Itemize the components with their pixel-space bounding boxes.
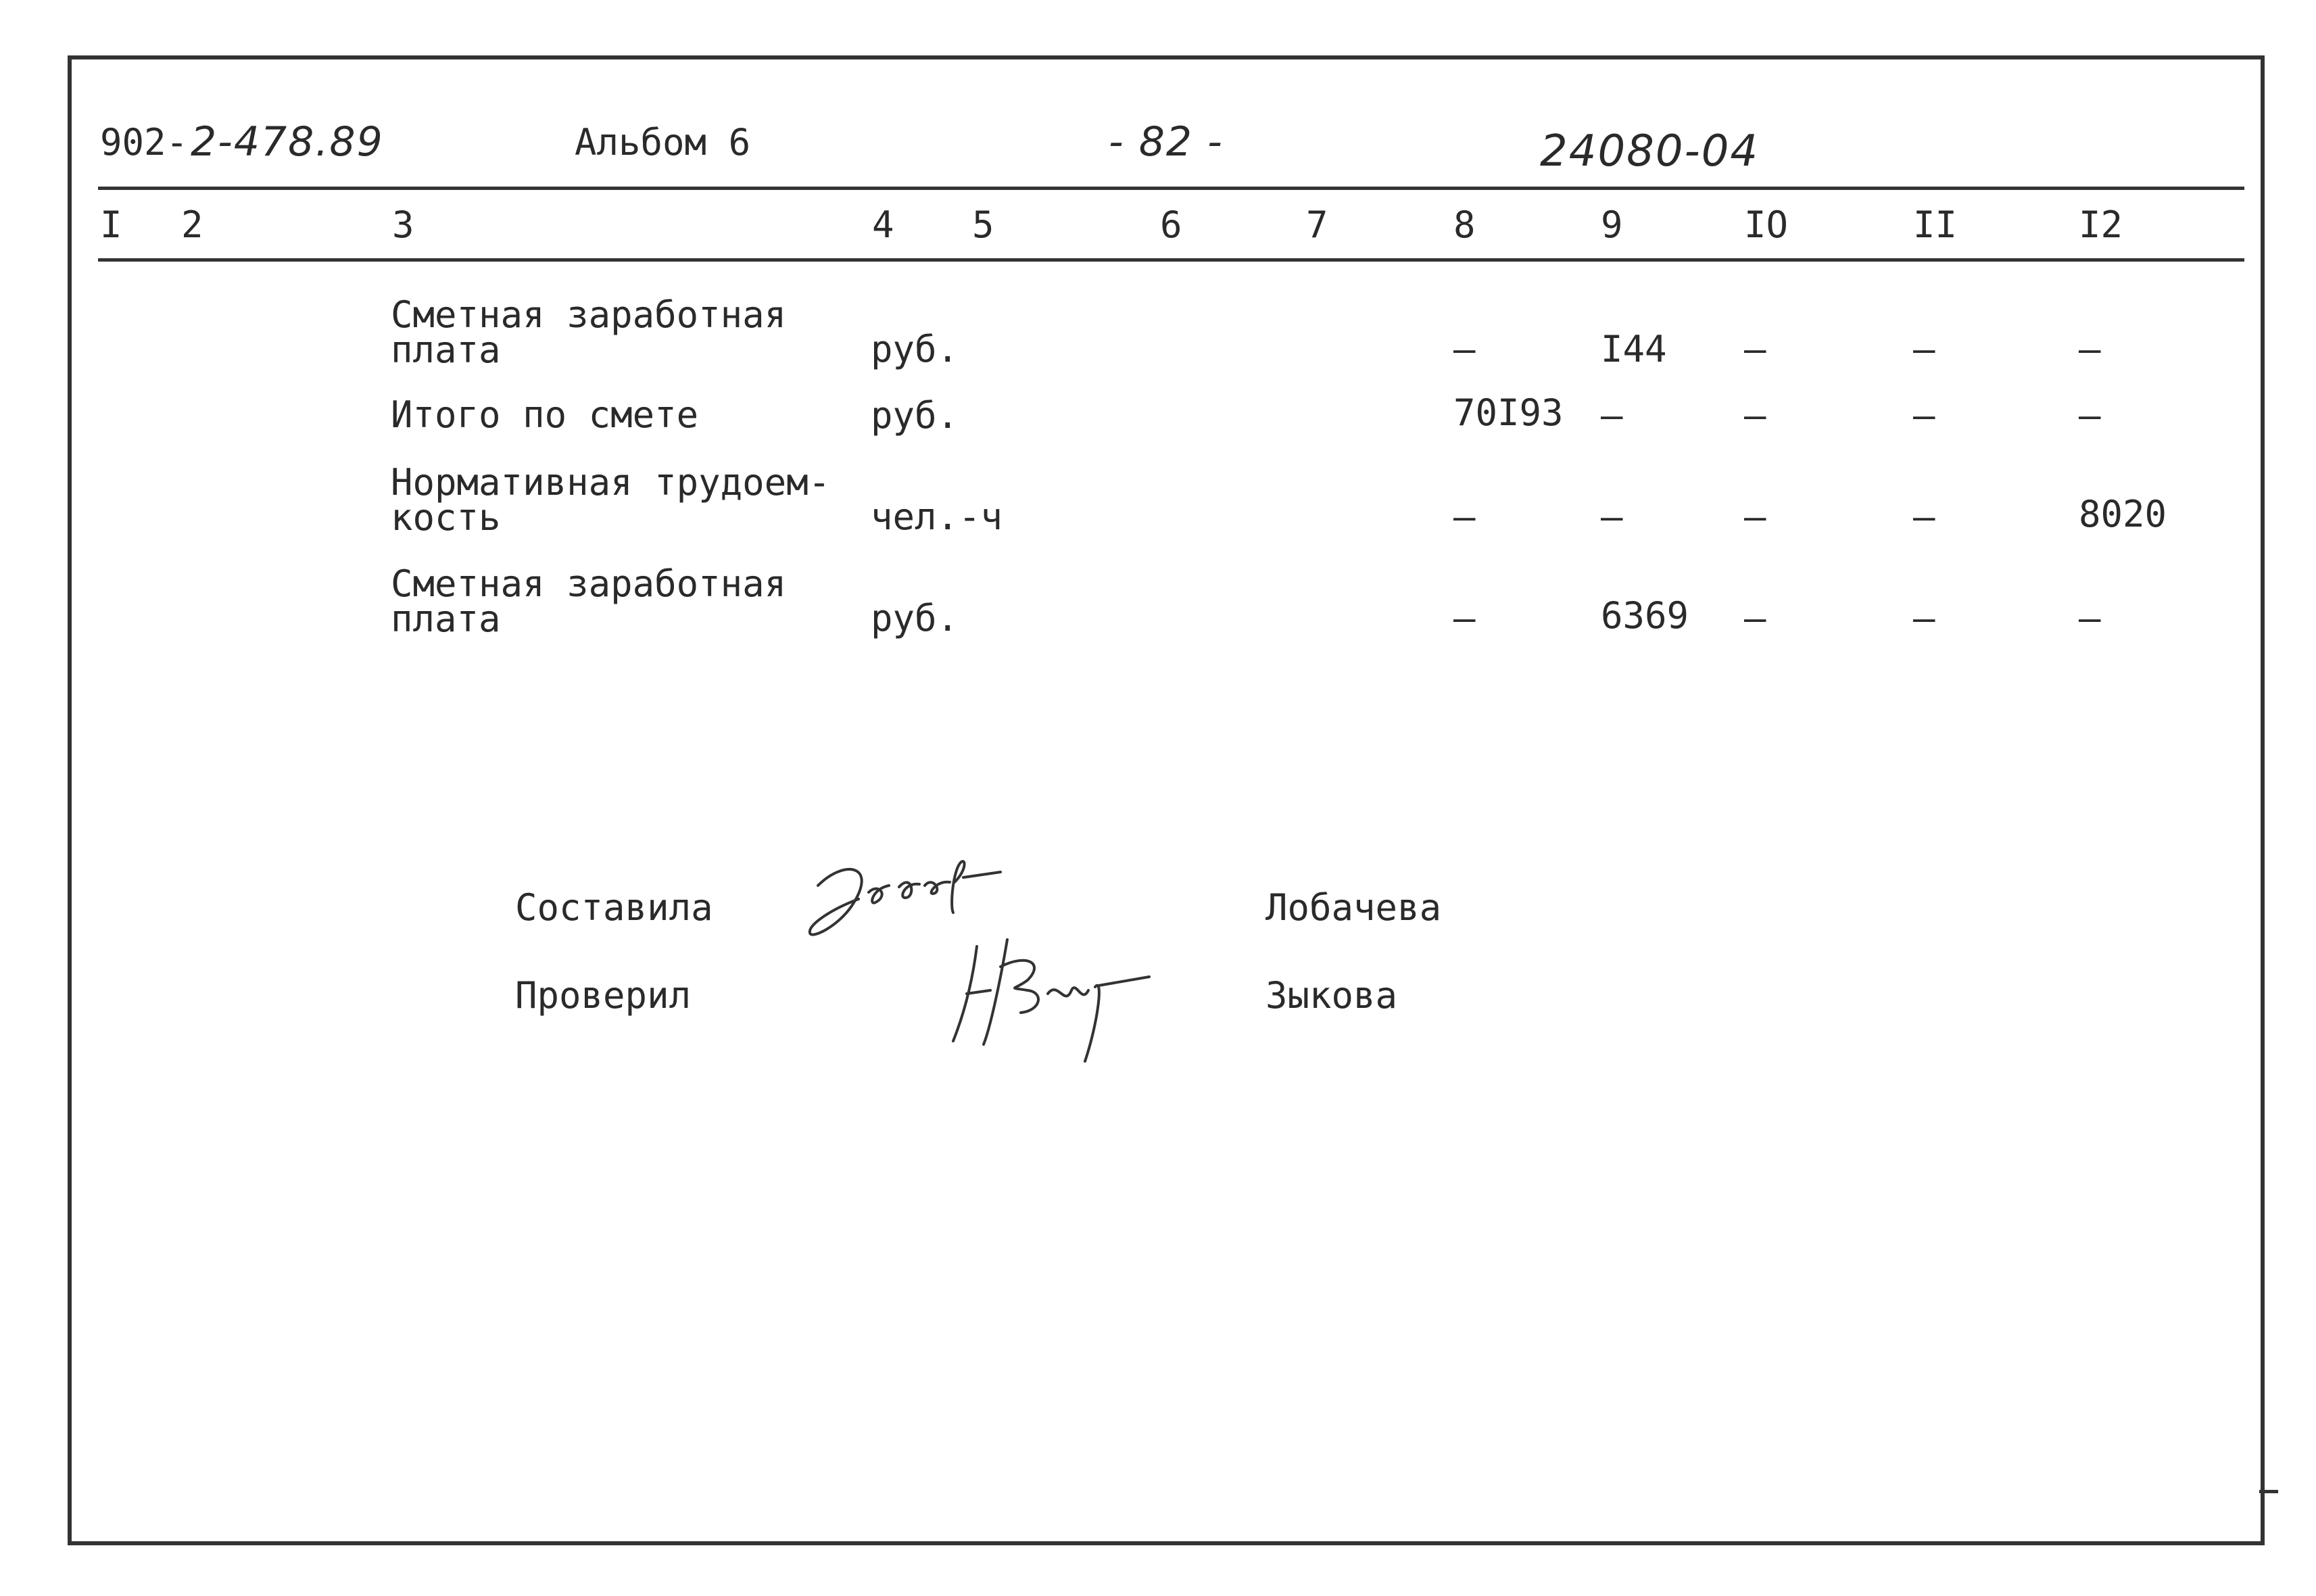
row-4-name: Сметная заработная плата xyxy=(391,562,787,640)
row-1-col8: – xyxy=(1453,328,1476,370)
row-4-col9: 6369 xyxy=(1601,594,1689,637)
col-number-5: 5 xyxy=(972,203,994,246)
doc-code-handwritten: 2-478.89 xyxy=(191,118,384,166)
frame-tick-mark xyxy=(2259,1490,2278,1493)
row-3-col12: 8020 xyxy=(2079,493,2167,535)
row-2-col9: – xyxy=(1601,394,1623,437)
row-1-col10: – xyxy=(1744,328,1766,370)
row-1-unit: руб. xyxy=(871,328,959,370)
col-number-7: 7 xyxy=(1306,203,1328,246)
row-2-unit: руб. xyxy=(871,394,959,437)
album-label: Альбом 6 xyxy=(575,121,751,164)
row-1-col12: – xyxy=(2079,328,2101,370)
row-2-col12: – xyxy=(2079,394,2101,437)
row-3-col8: – xyxy=(1453,495,1476,538)
col-number-11: II xyxy=(1913,203,1958,246)
row-3-col10: – xyxy=(1744,495,1766,538)
row-1-name: Сметная заработная плата xyxy=(391,293,787,371)
checker-signature xyxy=(926,926,1156,1075)
compiled-by-name: Лобачева xyxy=(1265,886,1442,929)
document-frame xyxy=(68,55,2265,1545)
row-4-col8: – xyxy=(1453,597,1476,639)
compiled-by-label: Составила xyxy=(515,886,713,929)
header-rule-bottom xyxy=(98,258,2244,262)
row-2-col10: – xyxy=(1744,394,1766,437)
page-number: - 82 - xyxy=(1109,118,1224,166)
doc-code-prefix: 902- xyxy=(100,121,189,164)
col-number-6: 6 xyxy=(1160,203,1182,246)
project-code: 24080-04 xyxy=(1540,126,1760,176)
col-number-10: IO xyxy=(1744,203,1789,246)
row-2-name: Итого по смете xyxy=(391,393,699,436)
header-rule-top xyxy=(98,187,2244,190)
row-3-col11: – xyxy=(1913,495,1935,538)
col-number-1: I xyxy=(100,203,122,246)
row-2-col11: – xyxy=(1913,394,1935,437)
row-3-unit: чел.-ч xyxy=(871,495,1003,538)
row-1-col9: I44 xyxy=(1601,328,1667,370)
row-4-unit: руб. xyxy=(871,597,959,639)
row-4-col11: – xyxy=(1913,597,1935,639)
col-number-8: 8 xyxy=(1453,203,1476,246)
checked-by-label: Проверил xyxy=(515,974,692,1017)
col-number-12: I2 xyxy=(2079,203,2123,246)
row-4-col12: – xyxy=(2079,597,2101,639)
row-4-col10: – xyxy=(1744,597,1766,639)
col-number-9: 9 xyxy=(1601,203,1623,246)
checked-by-name: Зыкова xyxy=(1265,974,1398,1017)
row-2-col8: 70I93 xyxy=(1453,391,1564,434)
row-3-name: Нормативная трудоем- кость xyxy=(391,461,831,539)
col-number-3: 3 xyxy=(392,203,414,246)
row-3-col9: – xyxy=(1601,495,1623,538)
col-number-2: 2 xyxy=(181,203,203,246)
col-number-4: 4 xyxy=(872,203,894,246)
row-1-col11: – xyxy=(1913,328,1935,370)
